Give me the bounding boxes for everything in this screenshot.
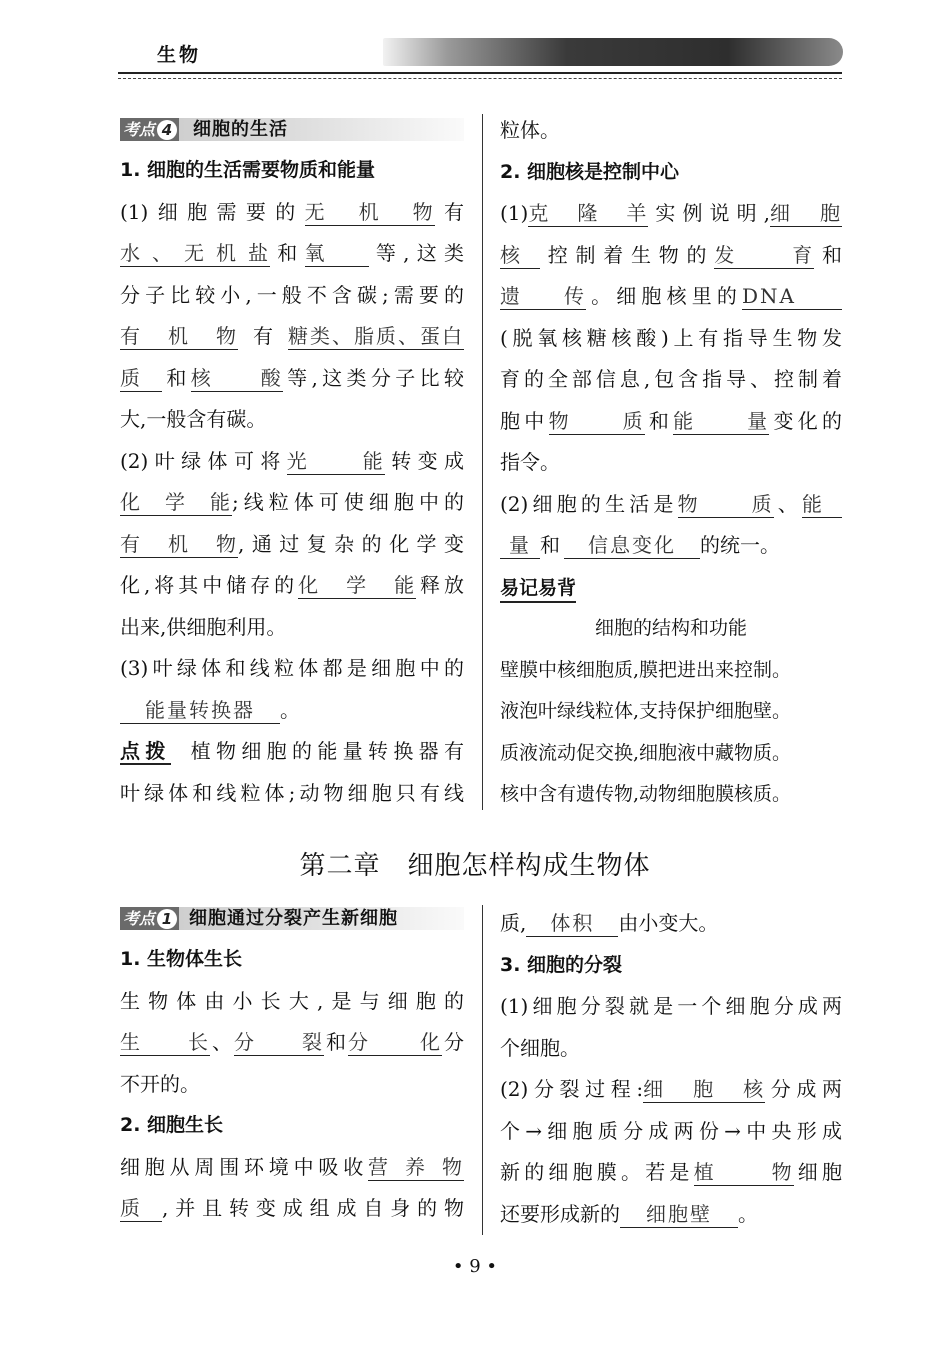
header-rule — [118, 72, 842, 74]
answer-blank: 物质 — [677, 491, 774, 516]
column-divider — [482, 114, 483, 810]
paragraph-line: 水、无机盐和氧 等,这类 — [120, 241, 464, 265]
paragraph-line: (脱氧核糖核酸)上有指导生物发 — [500, 325, 842, 350]
subheading: 1. 生物体生长 — [120, 948, 243, 970]
answer-blank: 无机物 — [304, 199, 435, 224]
paragraph-line: 生物体由小长大,是与细胞的 — [120, 988, 464, 1013]
answer-blank: 糖类、脂质、蛋白 — [288, 324, 464, 348]
chapter-title: 第二章 细胞怎样构成生物体 — [299, 851, 651, 881]
paragraph-line: 粒体。 — [500, 118, 560, 142]
tip-label: 点拨 — [120, 739, 171, 763]
section4-right-column — [500, 110, 842, 816]
header-dashed-rule — [118, 78, 842, 79]
subheading: 2. 细胞生长 — [120, 1114, 224, 1136]
paragraph-line: (2)分裂过程:细胞核分成两 — [500, 1077, 843, 1101]
answer-blank: 能量转换器 — [120, 697, 280, 724]
answer-blank: 细胞核 — [643, 1077, 766, 1101]
tip-line: 叶绿体和线粒体;动物细胞只有线 — [120, 780, 464, 805]
paragraph-line: 生长、分裂和分化分 — [120, 1030, 464, 1054]
subheading: 2. 细胞核是控制中心 — [500, 160, 680, 183]
section4-left-column — [120, 114, 464, 814]
paragraph-line: 胞中物质和能量变化的 — [500, 408, 843, 433]
answer-blank: 氧 — [305, 240, 369, 267]
answer-blank: 有机物 — [120, 324, 238, 348]
paragraph-line: 质 ,并且转变成组成自身的物 — [120, 1196, 464, 1220]
answer-blank: 光能 — [286, 448, 385, 473]
paragraph-line: 个→细胞质分成两份→中央形成 — [500, 1118, 842, 1143]
paragraph-line: (1)细胞需要的无机物有 — [120, 199, 464, 224]
tip-line: 点拨 植物细胞的能量转换器有 — [120, 739, 465, 763]
answer-blank: 发育 — [714, 242, 815, 267]
subheading: 3. 细胞的分裂 — [500, 953, 623, 976]
tag-badge: 考点 1 — [120, 907, 179, 930]
answer-blank: 信息变化 — [564, 532, 700, 559]
paragraph-line: 细胞从周围环境中吸收营养物 — [120, 1154, 464, 1179]
subject-title: 生物 — [157, 44, 202, 66]
answer-blank: DNA — [742, 283, 842, 310]
paragraph-line: 出来,供细胞利用。 — [120, 614, 287, 639]
paragraph-line: (2)叶绿体可将光能转变成 — [120, 448, 464, 473]
memo-line: 液泡叶绿线粒体,支持保护细胞壁。 — [500, 700, 792, 722]
paragraph-line: 核 控制着生物的发育和 — [500, 242, 842, 267]
header-decor-bar — [383, 38, 843, 66]
paragraph-line: 能量转换器 。 — [120, 690, 464, 732]
answer-blank: 克隆羊 — [528, 201, 649, 225]
answer-blank: 分化 — [348, 1030, 442, 1054]
paragraph-line: 化,将其中储存的化学能释放 — [120, 573, 465, 597]
answer-blank: 核 — [500, 242, 540, 269]
memo-line: 核中含有遗传物,动物细胞膜核质。 — [500, 783, 792, 805]
paragraph-line: 有机物,通过复杂的化学变 — [120, 531, 464, 556]
tag-badge: 考点 4 — [120, 118, 179, 141]
memo-heading: 易记易背 — [500, 567, 842, 609]
paragraph-line: 育的全部信息,包含指导、控制着 — [500, 367, 842, 391]
paragraph-line: (1)克隆羊实例说明,细胞 — [500, 201, 842, 225]
answer-blank: 质 — [120, 1195, 162, 1222]
page-number: • 9 • — [452, 1256, 498, 1277]
answer-blank: 有机物 — [120, 531, 238, 556]
paragraph-line: (3)叶绿体和线粒体都是细胞中的 — [120, 656, 464, 680]
answer-blank: 能 — [802, 491, 842, 518]
answer-blank: 营养物 — [368, 1154, 464, 1179]
answer-blank: 植物 — [693, 1160, 794, 1184]
column-divider — [482, 905, 483, 1235]
memo-line: 质液流动促交换,细胞液中藏物质。 — [500, 741, 792, 764]
answer-blank: 物质 — [548, 408, 645, 433]
paragraph-line: (2)细胞的生活是物质、能 — [500, 484, 842, 526]
answer-blank: 细胞壁 — [620, 1201, 738, 1228]
paragraph-line: 有机物有糖类、脂质、蛋白 — [120, 324, 464, 348]
paragraph-line: 分子比较小,一般不含碳;需要的 — [120, 282, 464, 307]
memo-line: 壁膜中核细胞质,膜把进出来控制。 — [500, 658, 792, 681]
paragraph-line: 量 和 信息变化 的统一。 — [500, 525, 842, 567]
section-tag — [120, 118, 464, 141]
answer-blank: 水、无机盐 — [120, 241, 270, 265]
answer-blank: 化学能 — [120, 490, 232, 514]
paragraph-line: 新的细胞膜。若是植物细胞 — [500, 1160, 843, 1184]
answer-blank: 质 — [120, 365, 162, 392]
paragraph-line: 还要形成新的 细胞壁 。 — [500, 1201, 758, 1226]
answer-blank: 核酸 — [190, 365, 283, 390]
paragraph-line: 个细胞。 — [500, 1035, 580, 1060]
section-tag — [120, 907, 464, 930]
paragraph-line: 遗传。细胞核里的DNA — [500, 276, 842, 318]
answer-blank: 化学能 — [298, 573, 417, 597]
answer-blank: 分裂 — [234, 1030, 324, 1054]
paragraph-line: 指令。 — [500, 450, 560, 474]
paragraph-line: (1)细胞分裂就是一个细胞分成两 — [500, 994, 842, 1018]
section-title: 细胞通过分裂产生新细胞 — [189, 907, 399, 929]
answer-blank: 细胞 — [770, 201, 842, 225]
section1-left-column — [120, 907, 464, 1230]
paragraph-line: 质 和核酸等,这类分子比较 — [120, 365, 465, 390]
subheading: 1. 细胞的生活需要物质和能量 — [120, 159, 376, 181]
answer-blank: 能量 — [673, 408, 770, 433]
paragraph-line: 质, 体积 由小变大。 — [500, 911, 719, 935]
memo-subtitle: 细胞的结构和功能 — [594, 617, 747, 639]
paragraph-line: 大,一般含有碳。 — [120, 407, 267, 431]
section1-right-column — [500, 903, 842, 1235]
answer-blank: 生长 — [120, 1030, 210, 1054]
answer-blank: 量 — [500, 532, 540, 559]
paragraph-line: 化学能;线粒体可使细胞中的 — [120, 490, 464, 514]
section-title: 细胞的生活 — [193, 118, 289, 140]
paragraph-line: 不开的。 — [120, 1071, 200, 1096]
answer-blank: 遗传 — [500, 284, 586, 308]
answer-blank: 体积 — [526, 910, 618, 937]
